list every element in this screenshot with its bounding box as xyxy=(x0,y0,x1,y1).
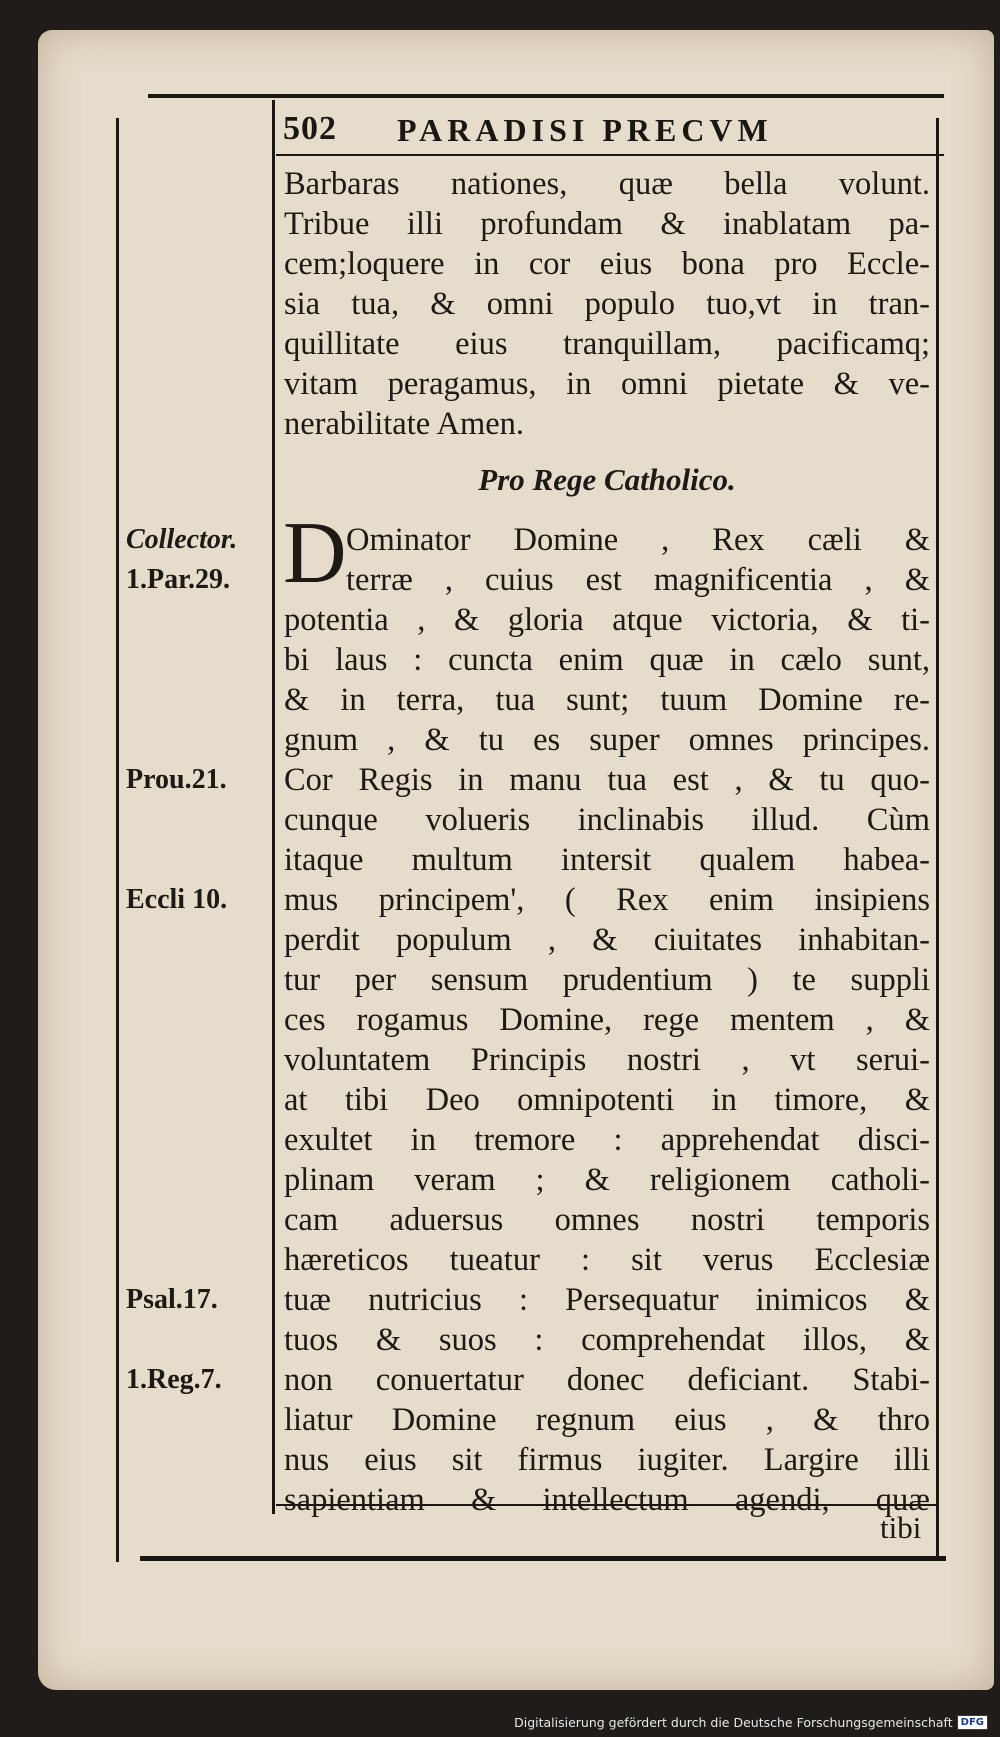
text-line: at tibi Deo omnipotenti in timore, & xyxy=(284,1082,930,1118)
text-line: vitam peragamus, in omni pietate & ve- xyxy=(284,366,930,402)
text-line: Ominator Domine , Rex cæli & xyxy=(346,522,930,558)
text-column-left-rule xyxy=(272,100,275,1514)
text-line: liatur Domine regnum eius , & thro xyxy=(284,1402,930,1438)
text-line: bi laus : cuncta enim quæ in cælo sunt, xyxy=(284,642,930,678)
text-line: quillitate eius tranquillam, pacificamq; xyxy=(284,326,930,362)
outer-left-rule xyxy=(116,118,119,1562)
text-line: mus principem', ( Rex enim insipiens xyxy=(284,882,930,918)
catchword: tibi xyxy=(880,1510,922,1545)
text-line: tur per sensum prudentium ) te suppli xyxy=(284,962,930,998)
margin-note: 1.Reg.7. xyxy=(126,1364,222,1395)
page-header xyxy=(283,108,943,154)
digitization-footer xyxy=(514,1711,988,1733)
running-head: PARADISI PRECVM xyxy=(397,112,773,148)
margin-note: Collector. xyxy=(126,524,238,555)
text-line: voluntatem Principis nostri , vt serui- xyxy=(284,1042,930,1078)
text-line: nus eius sit firmus iugiter. Largire illi xyxy=(284,1442,930,1478)
text-line: sia tua, & omni populo tuo,vt in tran- xyxy=(284,286,930,322)
text-line: itaque multum intersit qualem habea- xyxy=(284,842,930,878)
text-line: gnum , & tu es super omnes principes. xyxy=(284,722,930,758)
page-number: 502 xyxy=(283,110,337,147)
margin-note: Prou.21. xyxy=(126,764,227,795)
text-line: cem;loquere in cor eius bona pro Eccle- xyxy=(284,246,930,282)
text-line: ces rogamus Domine, rege mentem , & xyxy=(284,1002,930,1038)
text-line: plinam veram ; & religionem catholi- xyxy=(284,1162,930,1198)
text-line: potentia , & gloria atque victoria, & ti- xyxy=(284,602,930,638)
header-underline xyxy=(276,154,944,156)
text-line: nerabilitate Amen. xyxy=(284,406,525,442)
text-line: terræ , cuius est magnificentia , & xyxy=(346,562,930,598)
margin-note: 1.Par.29. xyxy=(126,564,230,595)
text-line: cunque volueris inclinabis illud. Cùm xyxy=(284,802,930,838)
drop-cap: D xyxy=(283,505,347,602)
text-line: Cor Regis in manu tua est , & tu quo- xyxy=(284,762,930,798)
text-line: cam aduersus omnes nostri temporis xyxy=(284,1202,930,1238)
dfg-logo: DFG xyxy=(957,1715,988,1730)
text-line: hæreticos tueatur : sit verus Ecclesiæ xyxy=(284,1242,930,1278)
footer-text: Digitalisierung gefördert durch die Deutsche Forschungsgemeinschaft xyxy=(514,1714,953,1730)
text-line: exultet in tremore : apprehendat disci- xyxy=(284,1122,930,1158)
top-rule xyxy=(148,94,944,98)
text-line: & in terra, tua sunt; tuum Domine re- xyxy=(284,682,930,718)
text-line: Tribue illi profundam & inablatam pa- xyxy=(284,206,930,242)
bottom-rule xyxy=(140,1556,946,1561)
text-line: Barbaras nationes, quæ bella volunt. xyxy=(284,166,930,202)
text-line: sapientiam & intellectum agendi, quæ xyxy=(284,1482,930,1518)
text-column-right-rule xyxy=(936,118,939,1558)
text-line: tuæ nutricius : Persequatur inimicos & xyxy=(284,1282,930,1318)
text-line: non conuertatur donec deficiant. Stabi- xyxy=(284,1362,930,1398)
margin-note: Eccli 10. xyxy=(126,884,228,915)
margin-note: Psal.17. xyxy=(126,1284,218,1315)
section-title: Pro Rege Catholico. xyxy=(478,462,736,497)
text-line: perdit populum , & ciuitates inhabitan- xyxy=(284,922,930,958)
text-line: tuos & suos : comprehendat illos, & xyxy=(284,1322,930,1358)
